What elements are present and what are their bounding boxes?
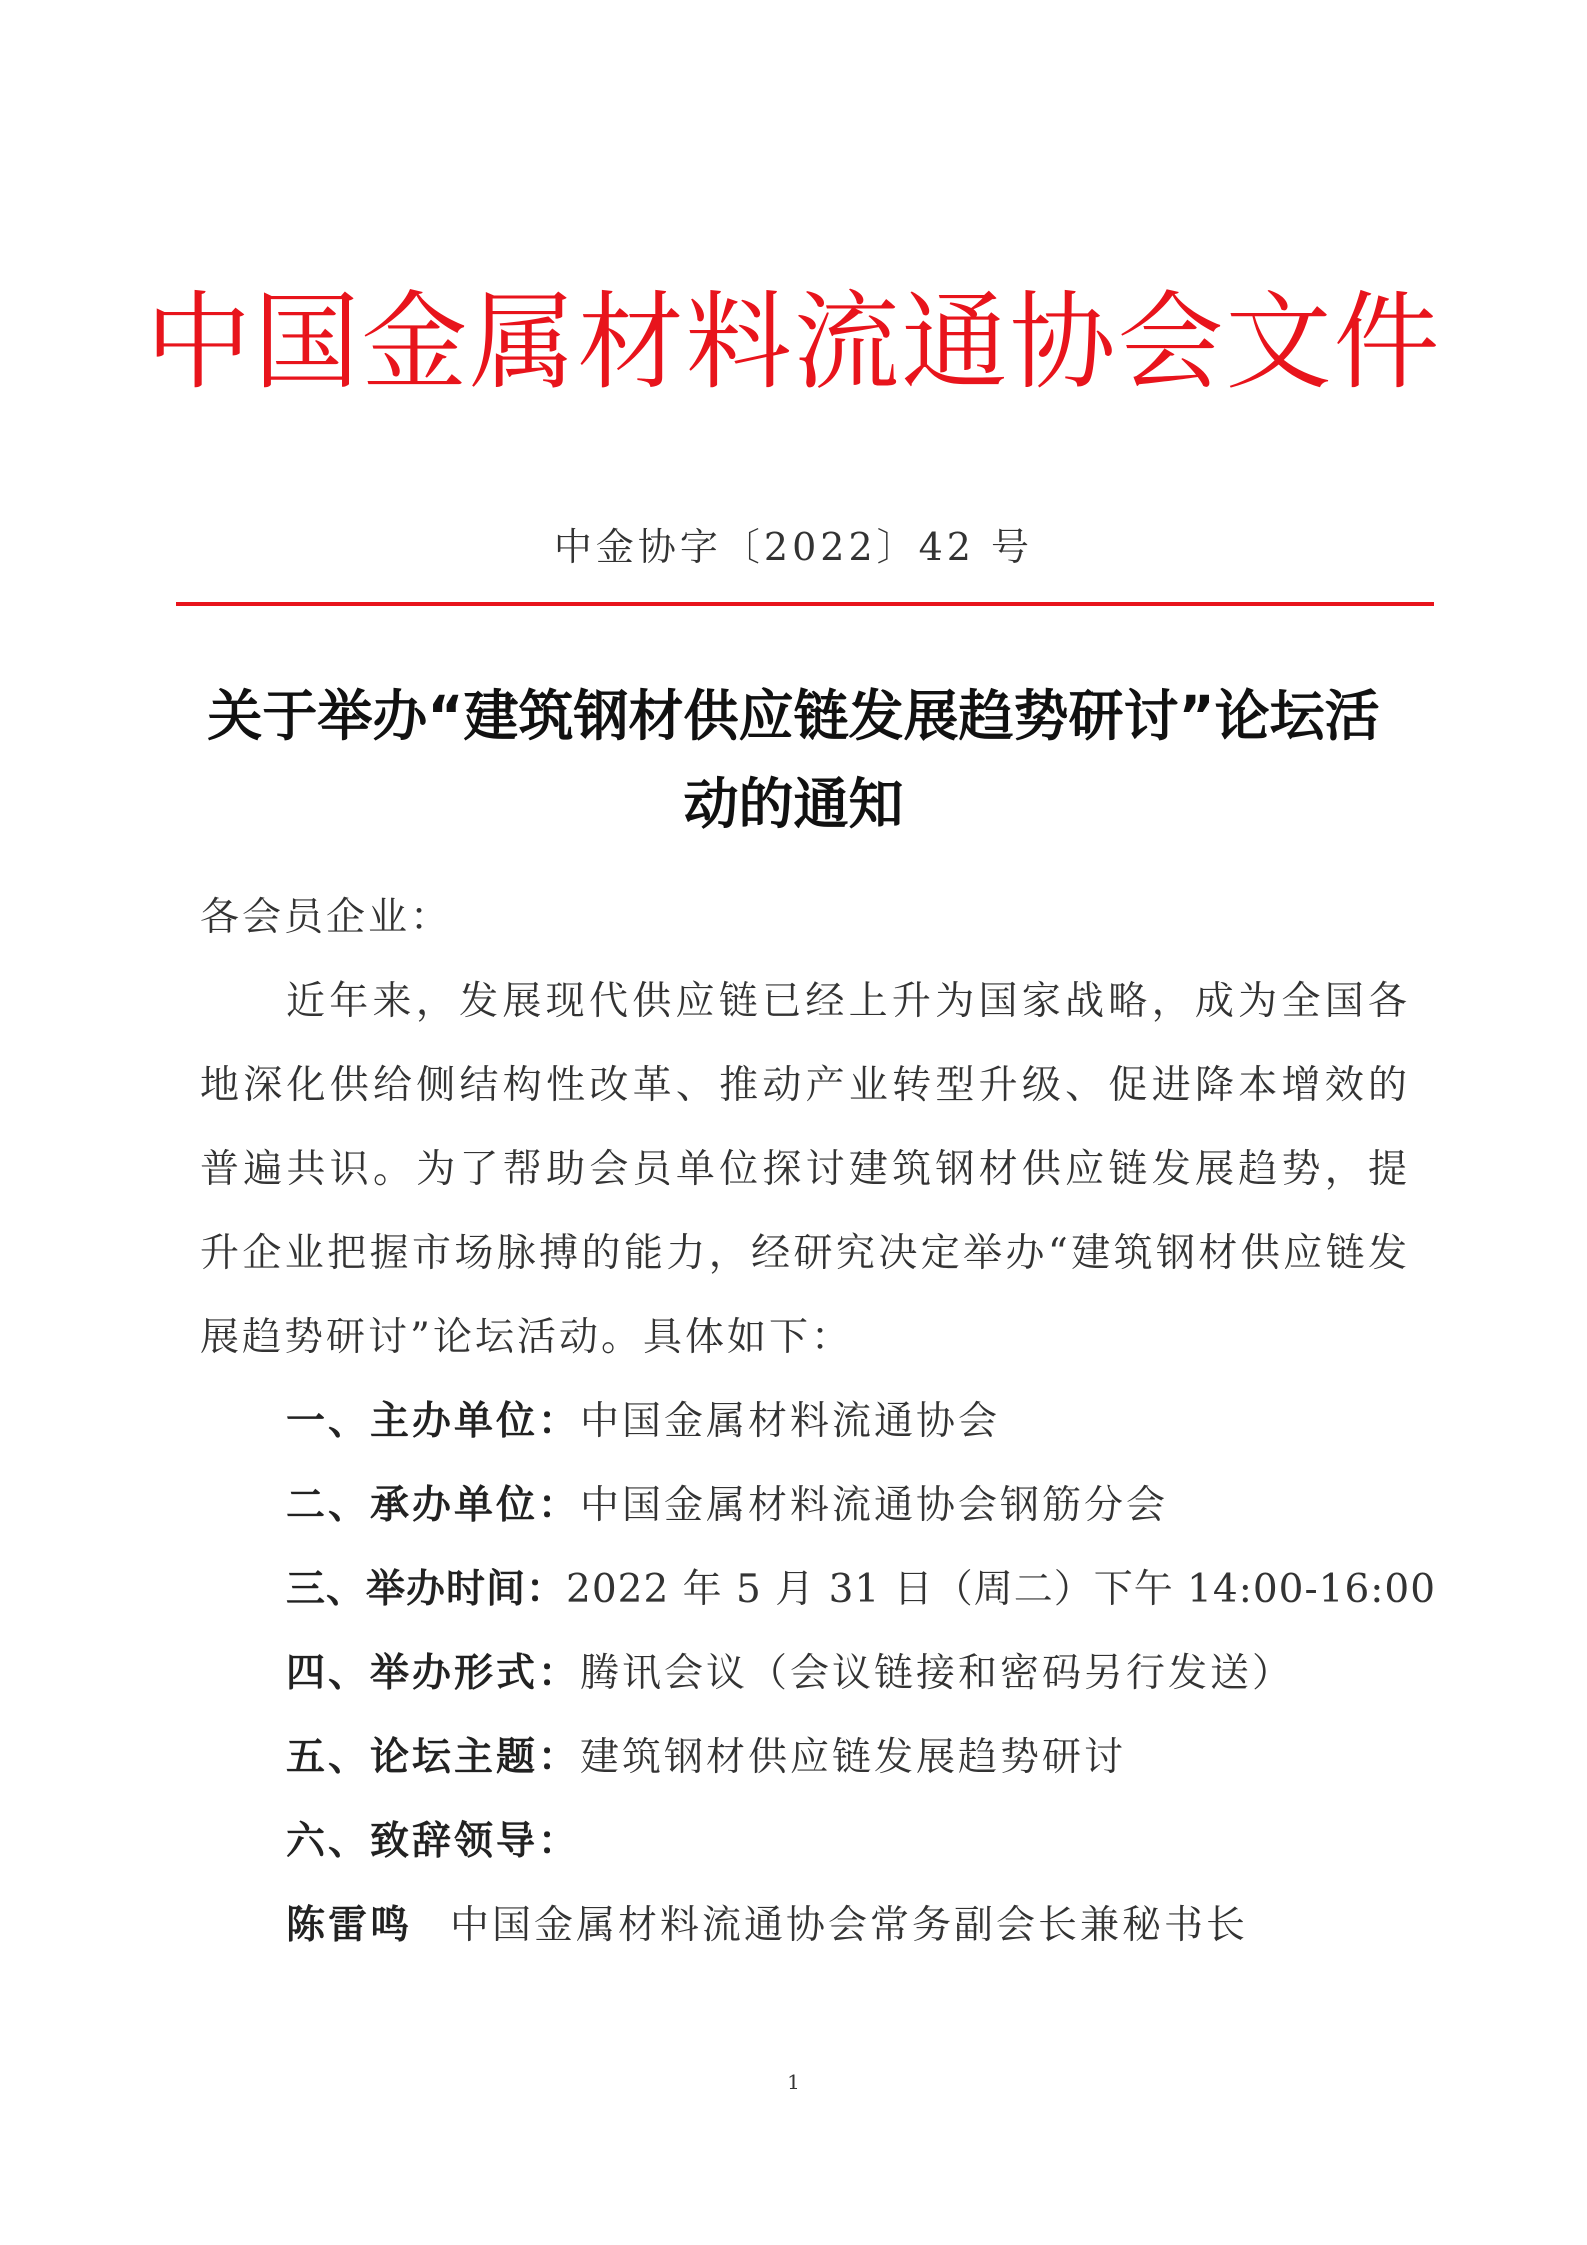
item-label: 三、举办时间： — [286, 1567, 567, 1612]
item-value: 腾讯会议（会议链接和密码另行发送） — [580, 1651, 1295, 1696]
list-item-speakers — [286, 1800, 1426, 1884]
list-item-co-organizer — [286, 1464, 1426, 1548]
header-divider — [176, 602, 1434, 606]
leader-entry — [286, 1884, 1426, 1968]
list-item-theme — [286, 1716, 1426, 1800]
item-label: 一、主办单位： — [286, 1399, 581, 1444]
item-value: 建筑钢材供应链发展趋势研讨 — [580, 1735, 1127, 1780]
list-item-organizer — [286, 1380, 1426, 1464]
notice-title: 关于举办“建筑钢材供应链发展趋势研讨”论坛活动的通知 — [207, 684, 1380, 836]
item-value: 中国金属材料流通协会钢筋分会 — [580, 1483, 1169, 1528]
salutation: 各会员企业： — [200, 895, 453, 940]
item-label: 四、举办形式： — [286, 1651, 581, 1696]
item-label: 六、致辞领导： — [286, 1819, 581, 1864]
document-number: 中金协字〔2022〕42 号 — [553, 525, 1034, 569]
list-item-time — [286, 1548, 1437, 1632]
document-header-title: 中国金属材料流通协会文件 — [145, 281, 1442, 404]
item-value: 2022 年 5 月 31 日（周二）下午 14:00-16:00 — [566, 1567, 1437, 1612]
leader-name: 陈雷鸣 — [286, 1903, 413, 1948]
item-value: 中国金属材料流通协会 — [580, 1399, 1001, 1444]
body-paragraph: 近年来，发展现代供应链已经上升为国家战略，成为全国各地深化供给侧结构性改革、推动产业转型升级、促进降本增效的普遍共识。为了帮助会员单位探讨建筑钢材供应链发展趋势，提升企业把握市场脉搏的能力，经研究决定举办“建筑钢材供应链发展趋势研讨”论坛活动。具体如下： — [200, 979, 1410, 1360]
leader-position: 中国金属材料流通协会常务副会长兼秘书长 — [450, 1903, 1249, 1948]
item-label: 二、承办单位： — [286, 1483, 581, 1528]
page-number: 1 — [787, 2070, 800, 2094]
list-item-format — [286, 1632, 1426, 1716]
item-label: 五、论坛主题： — [286, 1735, 581, 1780]
